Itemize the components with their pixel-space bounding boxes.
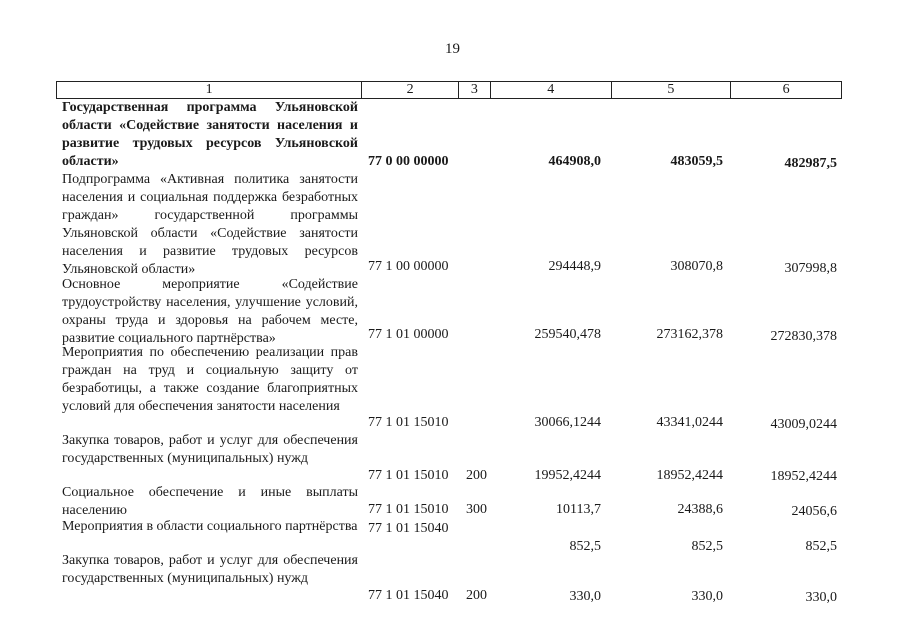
column-header-6: 6	[782, 82, 790, 97]
column-header-1: 1	[57, 82, 362, 98]
row-code: 77 1 01 00000	[368, 327, 449, 342]
row-value-5: 483059,5	[670, 154, 723, 169]
row-name: Основное мероприятие «Содействие трудоустройству населения, улучшение условий, охраны труда и здоровья на рабочем месте, развитие социального партнёрства»	[62, 277, 358, 346]
row-name: Мероприятия в области социального партнёрства	[62, 519, 358, 534]
page-number: 19	[445, 41, 460, 57]
row-value-6: 24056,6	[791, 504, 837, 519]
row-value-4: 19952,4244	[534, 468, 601, 483]
row-group: 200	[466, 468, 487, 483]
row-name: Закупка товаров, работ и услуг для обеспечения государственных (муниципальных) нужд	[62, 553, 358, 586]
row-value-5: 43341,0244	[656, 415, 723, 430]
row-code: 77 1 01 15010	[368, 468, 449, 483]
row-name: Подпрограмма «Активная политика занятости населения и социальная поддержка безработных граждан» государственной программы Ульяновской области «Содействие занятости населения и развитие трудовых ресурсов Ульяновской области»	[62, 172, 358, 277]
row-value-6: 272830,378	[770, 329, 837, 344]
row-group: 200	[466, 588, 487, 603]
row-name: Социальное обеспечение и иные выплаты населению	[62, 485, 358, 518]
row-value-4: 330,0	[569, 589, 601, 604]
row-code: 77 1 01 15040	[368, 521, 449, 536]
row-value-6: 18952,4244	[770, 469, 837, 484]
column-header-3: 3	[459, 82, 491, 98]
row-value-4: 259540,478	[534, 327, 601, 342]
row-value-5: 852,5	[691, 539, 723, 554]
row-code: 77 1 01 15010	[368, 415, 449, 430]
column-header-2: 2	[362, 82, 459, 98]
row-value-4: 852,5	[569, 539, 601, 554]
row-value-6: 307998,8	[784, 261, 837, 276]
row-code: 77 0 00 00000	[368, 154, 449, 169]
row-value-6: 482987,5	[784, 156, 837, 171]
row-name: Мероприятия по обеспечению реализации прав граждан на труд и социальную защиту от безработицы, а также создание благоприятных условий для обеспечения занятости населения	[62, 345, 358, 414]
row-code: 77 1 00 00000	[368, 259, 449, 274]
row-value-6: 330,0	[805, 590, 837, 605]
column-header-4: 4	[491, 82, 612, 98]
row-value-4: 10113,7	[556, 502, 601, 517]
row-value-6: 852,5	[805, 539, 837, 554]
row-value-5: 18952,4244	[656, 468, 723, 483]
row-value-4: 294448,9	[548, 259, 601, 274]
row-value-6: 43009,0244	[770, 417, 837, 432]
row-name: Закупка товаров, работ и услуг для обеспечения государственных (муниципальных) нужд	[62, 433, 358, 466]
table-header	[56, 81, 842, 99]
row-group: 300	[466, 502, 487, 517]
row-name: Государственная программа Ульяновской области «Содействие занятости населения и развитие трудовых ресурсов Ульяновской области»	[62, 100, 358, 169]
row-code: 77 1 01 15040	[368, 588, 449, 603]
row-value-4: 30066,1244	[534, 415, 601, 430]
row-value-4: 464908,0	[548, 154, 601, 169]
row-value-5: 308070,8	[670, 259, 723, 274]
row-value-5: 330,0	[691, 589, 723, 604]
row-value-5: 24388,6	[677, 502, 723, 517]
row-value-5: 273162,378	[656, 327, 723, 342]
row-code: 77 1 01 15010	[368, 502, 449, 517]
column-header-5: 5	[612, 82, 732, 98]
